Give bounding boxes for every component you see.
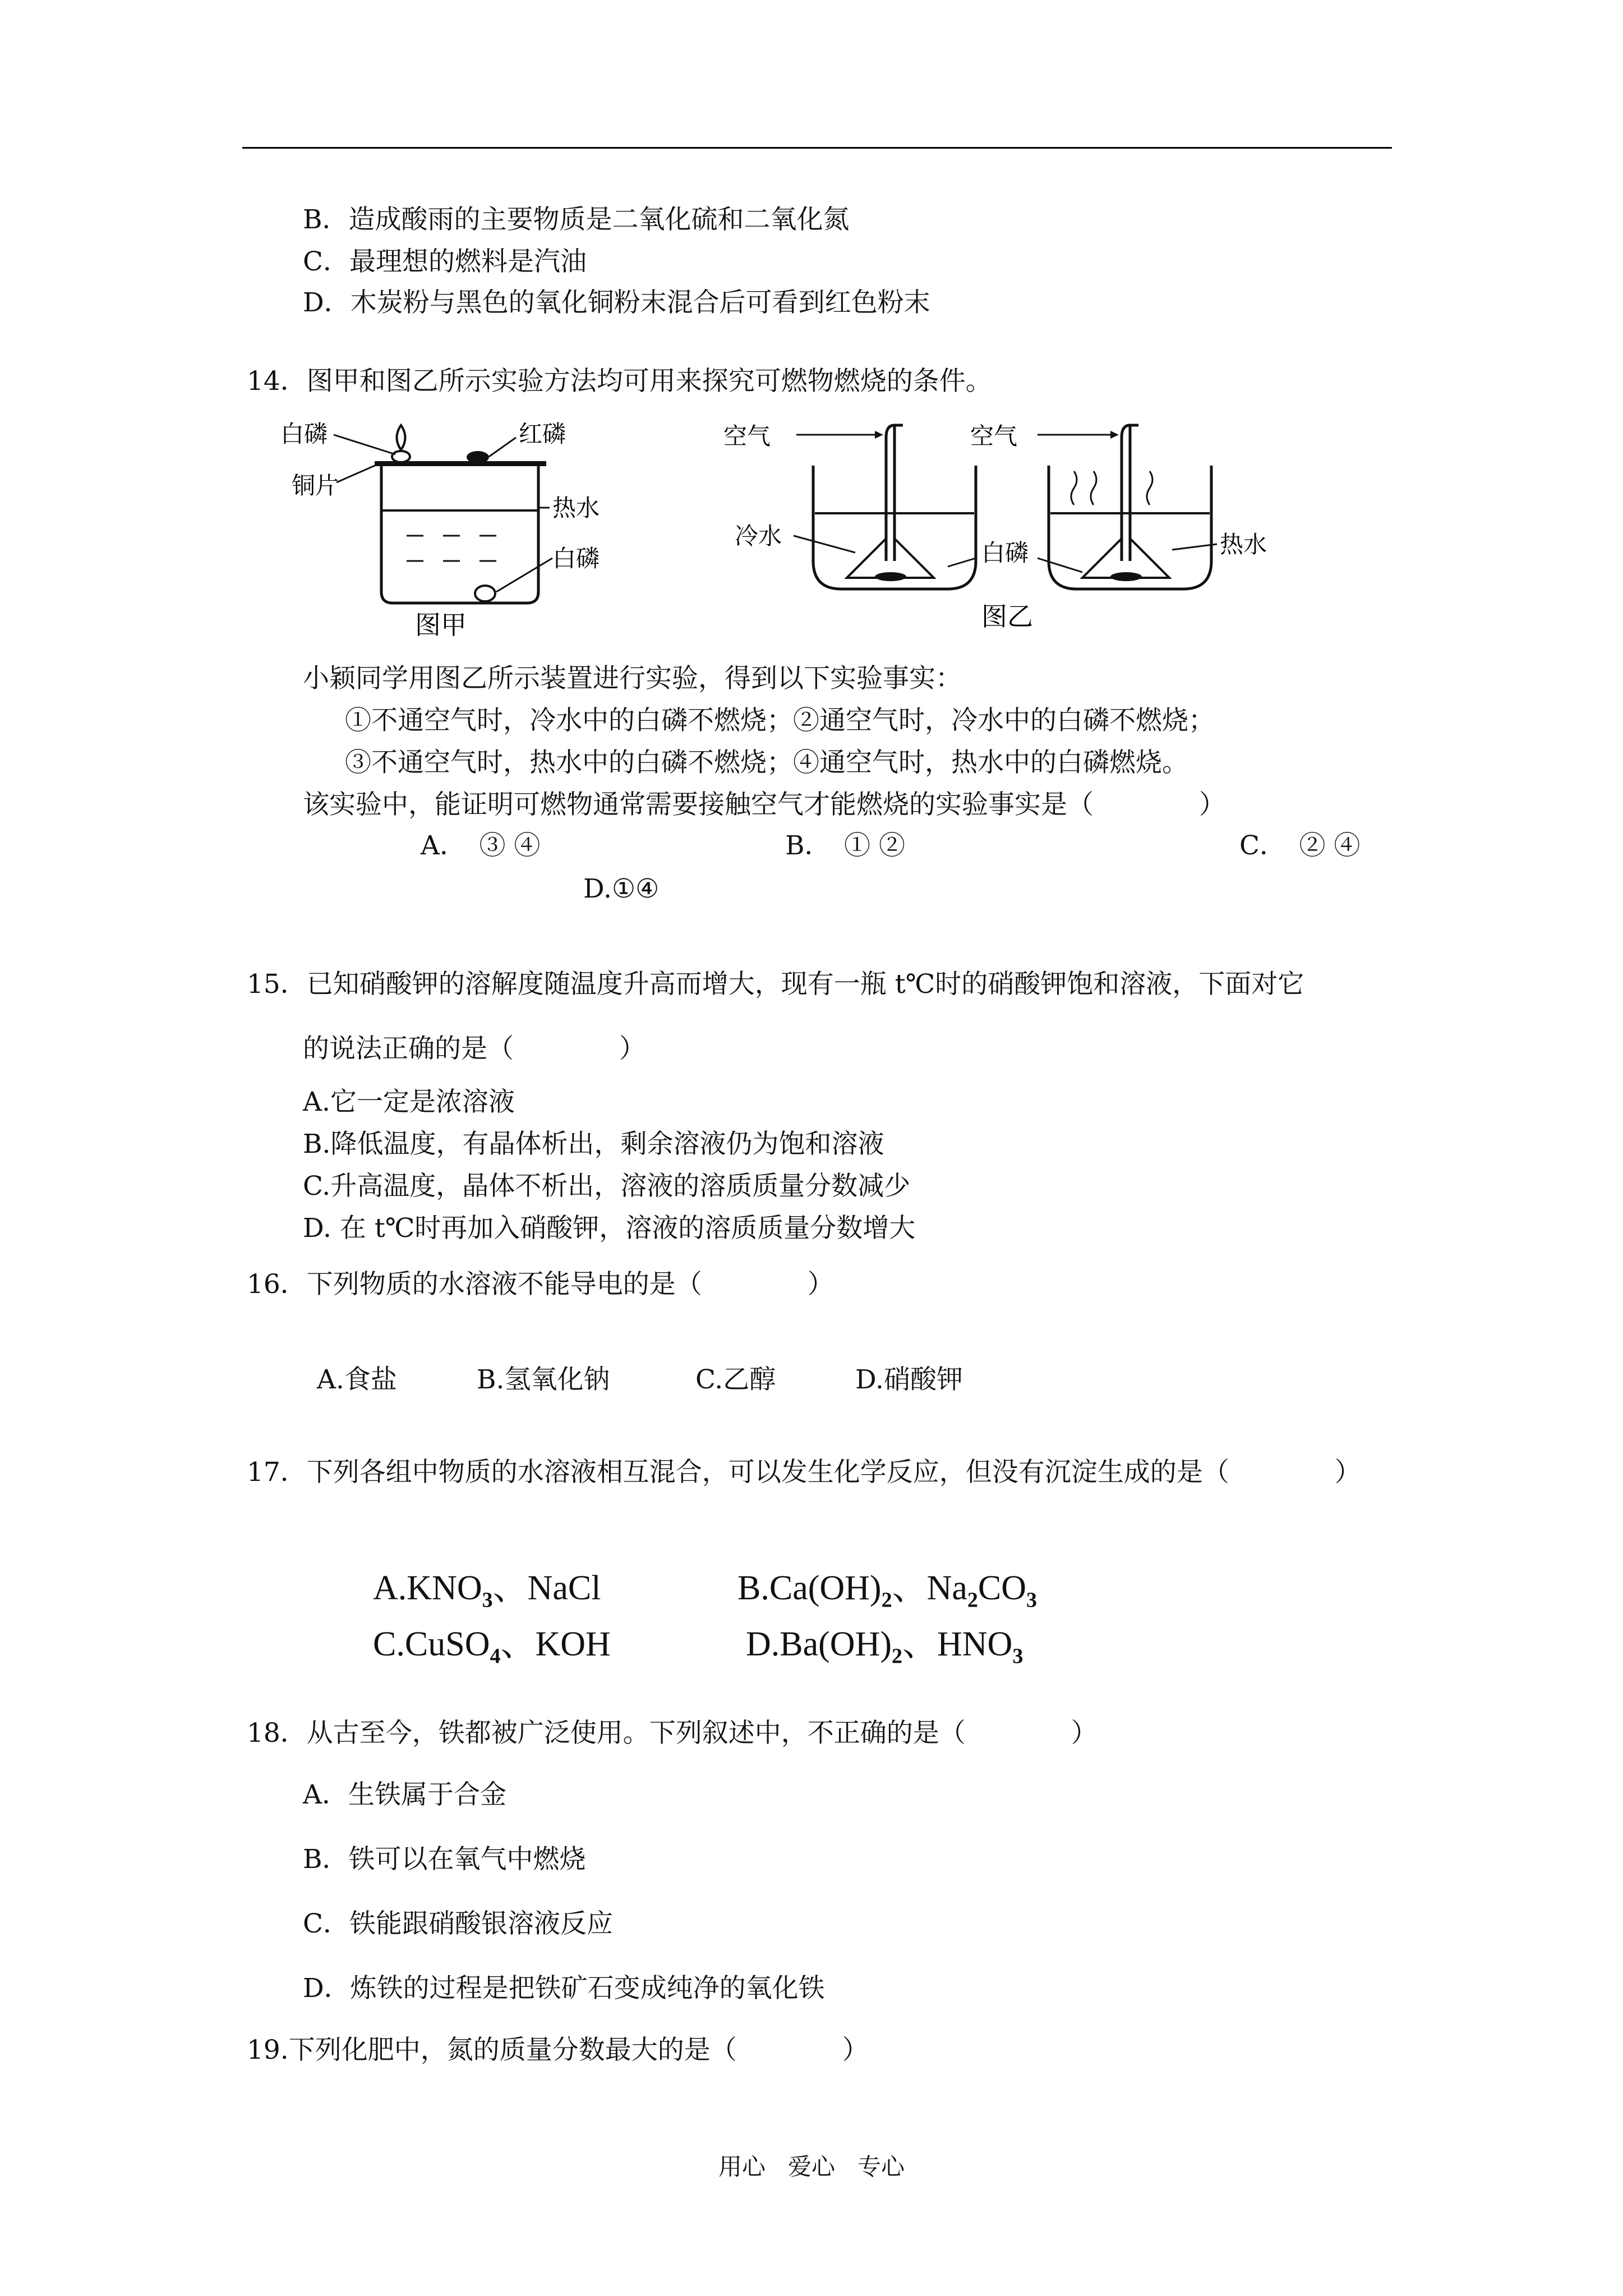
q15-option-c: C.升高温度，晶体不析出，溶液的溶质质量分数减少 — [303, 1171, 911, 1202]
q15-option-a: A.它一定是浓溶液 — [303, 1087, 515, 1117]
q16-option-b: B.氢氧化钠 — [477, 1364, 610, 1395]
q17-option-d: $D.Ba(OH)_2$、$HNO_3$ — [746, 1625, 1023, 1668]
q19-stem: 19.下列化肥中，氮的质量分数最大的是（ ） — [247, 2035, 869, 2065]
q13-option-b: B．造成酸雨的主要物质是二氧化硫和二氧化氮 — [303, 204, 850, 235]
q13-option-d: D．木炭粉与黑色的氧化铜粉末混合后可看到红色粉末 — [303, 287, 930, 318]
label-hot-water: 热水 — [552, 494, 600, 522]
q15-option-b: B.降低温度，有晶体析出，剩余溶液仍为饱和溶液 — [303, 1129, 884, 1159]
footer-word-3: 专心 — [857, 2153, 905, 2180]
q14-fact-1: ①不通空气时，冷水中的白磷不燃烧；②通空气时，冷水中的白磷不燃烧； — [345, 705, 1215, 736]
page-footer — [0, 2148, 1623, 2182]
label-white-p: 白磷 — [981, 539, 1029, 567]
q16-option-d: D.硝酸钾 — [855, 1364, 963, 1395]
footer-word-1: 用心 — [718, 2153, 766, 2180]
q14-question: 该实验中，能证明可燃物通常需要接触空气才能燃烧的实验事实是（ ） — [303, 789, 1225, 820]
q18-option-c: C．铁能跟硝酸银溶液反应 — [303, 1908, 613, 1939]
q14-intro: 小颖同学用图乙所示装置进行实验，得到以下实验事实： — [303, 663, 962, 694]
q14-option-b: B． ① ② — [785, 830, 905, 861]
q14-option-a: A． ③ ④ — [421, 830, 541, 861]
q15-stem-1: 15．已知硝酸钾的溶解度随温度升高而增大，现有一瓶 t℃时的硝酸钾饱和溶液，下面对它 — [247, 969, 1304, 1000]
figure-yi — [723, 409, 1279, 639]
label-cold-water: 冷水 — [735, 522, 782, 550]
label-air-left: 空气 — [723, 422, 771, 450]
q17-stem: 17．下列各组中物质的水溶液相互混合，可以发生化学反应，但没有沉淀生成的是（ ） — [247, 1457, 1361, 1488]
label-red-p: 红磷 — [519, 420, 566, 448]
label-air-right: 空气 — [970, 422, 1018, 450]
label-white-p-bottom: 白磷 — [552, 545, 600, 572]
q14-option-c: C． ② ④ — [1239, 830, 1361, 861]
q18-option-a: A．生铁属于合金 — [303, 1779, 506, 1810]
q16-option-c: C.乙醇 — [695, 1364, 776, 1395]
label-copper: 铜片 — [292, 472, 339, 499]
q18-option-d: D．炼铁的过程是把铁矿石变成纯净的氧化铁 — [303, 1973, 825, 2004]
q18-stem: 18．从古至今，铁都被广泛使用。下列叙述中，不正确的是（ ） — [247, 1718, 1098, 1749]
q17-option-a: $A.KNO_3$、NaCl — [373, 1569, 601, 1612]
caption-yi: 图乙 — [981, 601, 1033, 632]
q14-option-d: D.①④ — [583, 873, 660, 904]
q17-option-c: C.CuSO$_4$、KOH — [373, 1625, 611, 1668]
label-white-p-top: 白磷 — [280, 420, 328, 448]
q14-stem: 14．图甲和图乙所示实验方法均可用来探究可燃物燃烧的条件。 — [247, 366, 992, 397]
caption-jia: 图甲 — [415, 610, 467, 639]
q15-option-d: D. 在 t℃时再加入硝酸钾，溶液的溶质质量分数增大 — [303, 1213, 916, 1244]
q13-option-c: C．最理想的燃料是汽油 — [303, 246, 587, 277]
footer-word-2: 爱心 — [787, 2153, 835, 2180]
q18-option-b: B．铁可以在氧气中燃烧 — [303, 1844, 586, 1875]
q16-stem: 16．下列物质的水溶液不能导电的是（ ） — [247, 1269, 834, 1300]
figure-jia — [280, 409, 639, 639]
header-rule — [242, 147, 1392, 149]
label-hot-water-yi: 热水 — [1220, 531, 1267, 558]
q16-option-a: A.食盐 — [317, 1364, 397, 1395]
q15-stem-2: 的说法正确的是（ ） — [303, 1033, 645, 1064]
q17-option-b: $B.Ca(OH)_2$、$Na_2CO_3$ — [737, 1569, 1038, 1612]
q14-fact-2: ③不通空气时，热水中的白磷不燃烧；④通空气时，热水中的白磷燃烧。 — [345, 747, 1188, 778]
